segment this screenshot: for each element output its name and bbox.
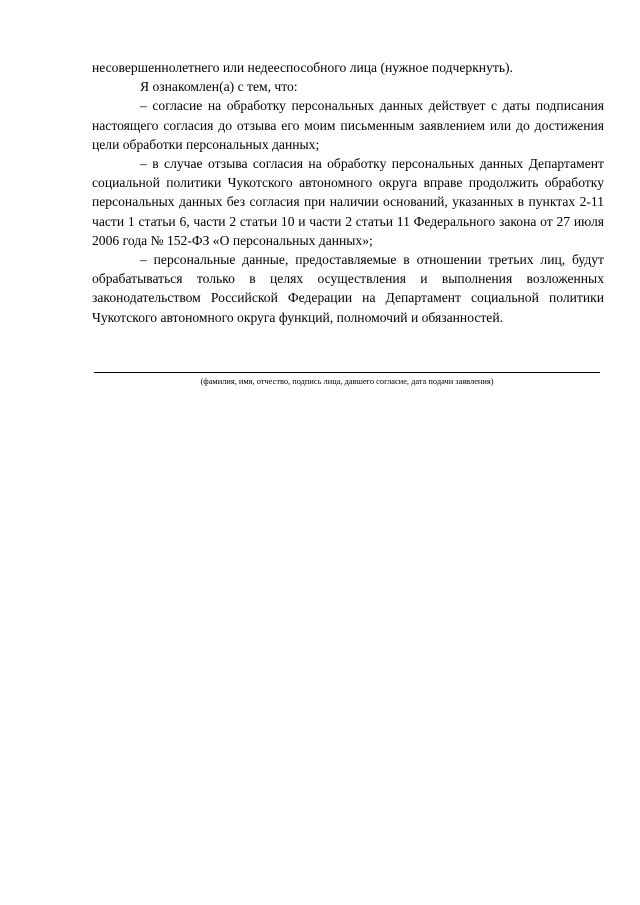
document-body xyxy=(92,58,604,327)
signature-line xyxy=(94,372,600,373)
paragraph-consent-validity: – согласие на обработку персональных данных действует с даты подписания настоящего согласия до отзыва его моим письменным заявлением или до достижения цели обработки персональных данных; xyxy=(92,98,604,152)
paragraph-continuation: несовершеннолетнего или недееспособного лица (нужное подчеркнуть). xyxy=(92,60,513,75)
paragraph-acknowledgement: Я ознакомлен(а) с тем, что: xyxy=(140,79,298,95)
signature-caption: (фамилия, имя, отчество, подпись лица, давшего согласие, дата подачи заявления) xyxy=(200,377,494,386)
signature-block xyxy=(94,372,600,387)
paragraph-third-party-data: – персональные данные, предоставляемые в отношении третьих лиц, будут обрабатываться только в целях осуществления и выполнения возложенных законодательством Российской Федерации на Департамент социальной политики Чукотского автономного округа функций, полномочий и обязанностей. xyxy=(92,252,604,325)
paragraph-consent-withdrawal: – в случае отзыва согласия на обработку персональных данных Департамент социальной политики Чукотского автономного округа вправе продолжить обработку персональных данных без согласия при наличии оснований, указанных в пунктах 2-11 части 1 статьи 6, части 2 статьи 10 и части 2 статьи 11 Федерального закона от 27 июля 2006 года № 152-ФЗ «О персональных данных»; xyxy=(92,156,604,248)
